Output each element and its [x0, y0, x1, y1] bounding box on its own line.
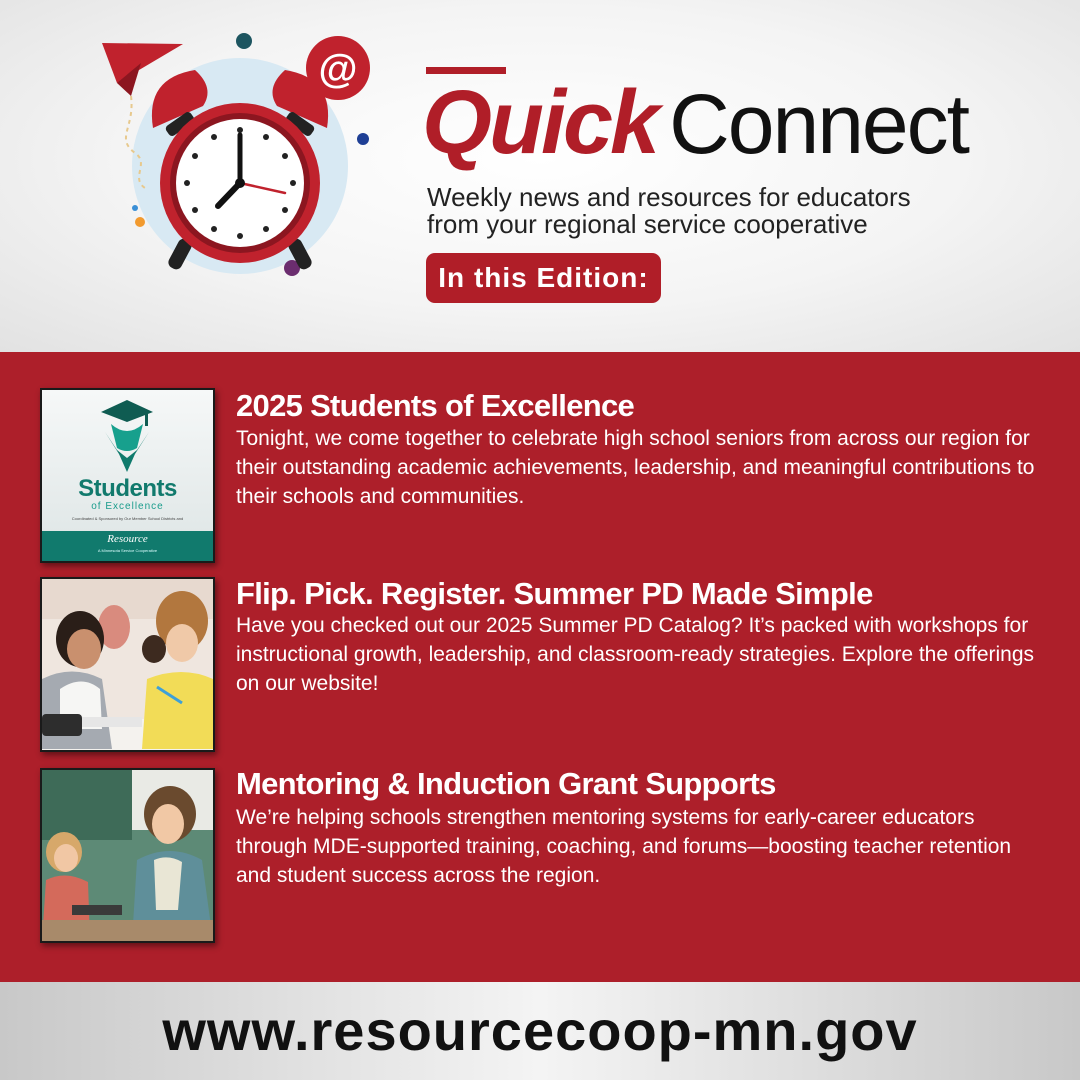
header [0, 0, 1080, 352]
teacher-student-photo-image [42, 579, 213, 750]
svg-text:@: @ [318, 47, 358, 91]
graduate-logo-icon [97, 398, 157, 474]
thumb-brand-band [42, 531, 213, 561]
students-of-excellence-thumbnail[interactable] [40, 388, 215, 563]
thumb-brand: Resource [107, 533, 148, 545]
newsletter-title [422, 73, 968, 173]
subtitle-line-2: from your regional service cooperative [427, 209, 868, 239]
item-2-title[interactable]: Flip. Pick. Register. Summer PD Made Simple [236, 576, 873, 611]
subtitle-line-1: Weekly news and resources for educators [427, 182, 911, 212]
classroom-photo-image [42, 770, 213, 941]
title-connect: Connect [669, 77, 968, 171]
title-quick: Quick [422, 73, 658, 173]
thumb-heading: Students [78, 475, 177, 502]
item-1-title[interactable]: 2025 Students of Excellence [236, 388, 635, 423]
newsletter-subtitle [427, 184, 911, 238]
mentoring-photo[interactable] [40, 768, 215, 943]
edition-label: In this Edition: [426, 253, 661, 303]
thumb-tagline: A Minnesota Service Cooperative [97, 548, 158, 553]
footer [0, 982, 1080, 1080]
alarm-clock-icon [95, 28, 385, 283]
item-3-title[interactable]: Mentoring & Induction Grant Supports [236, 766, 776, 801]
thumb-subheading: of Excellence [91, 501, 164, 512]
summer-pd-photo[interactable] [40, 577, 215, 752]
thumb-fine-print: Coordinated & Sponsored by Our Member School Districts and [71, 516, 184, 521]
website-link[interactable]: www.resourcecoop-mn.gov [162, 999, 918, 1062]
item-2-body: Have you checked out our 2025 Summer PD Catalog? It’s packed with workshops for instructional growth, leadership, and classroom-ready strategies. Explore the offerings on our website! [236, 614, 1035, 695]
item-3-body: We’re helping schools strengthen mentoring systems for early-career educators through MDE-supported training, coaching, and forums—boosting teacher retention and student success across the region. [236, 806, 1012, 887]
item-1-body: Tonight, we come together to celebrate high school seniors from across our region for their outstanding academic achievements, leadership, and meaningful contributions to their schools and communities. [236, 427, 1035, 508]
